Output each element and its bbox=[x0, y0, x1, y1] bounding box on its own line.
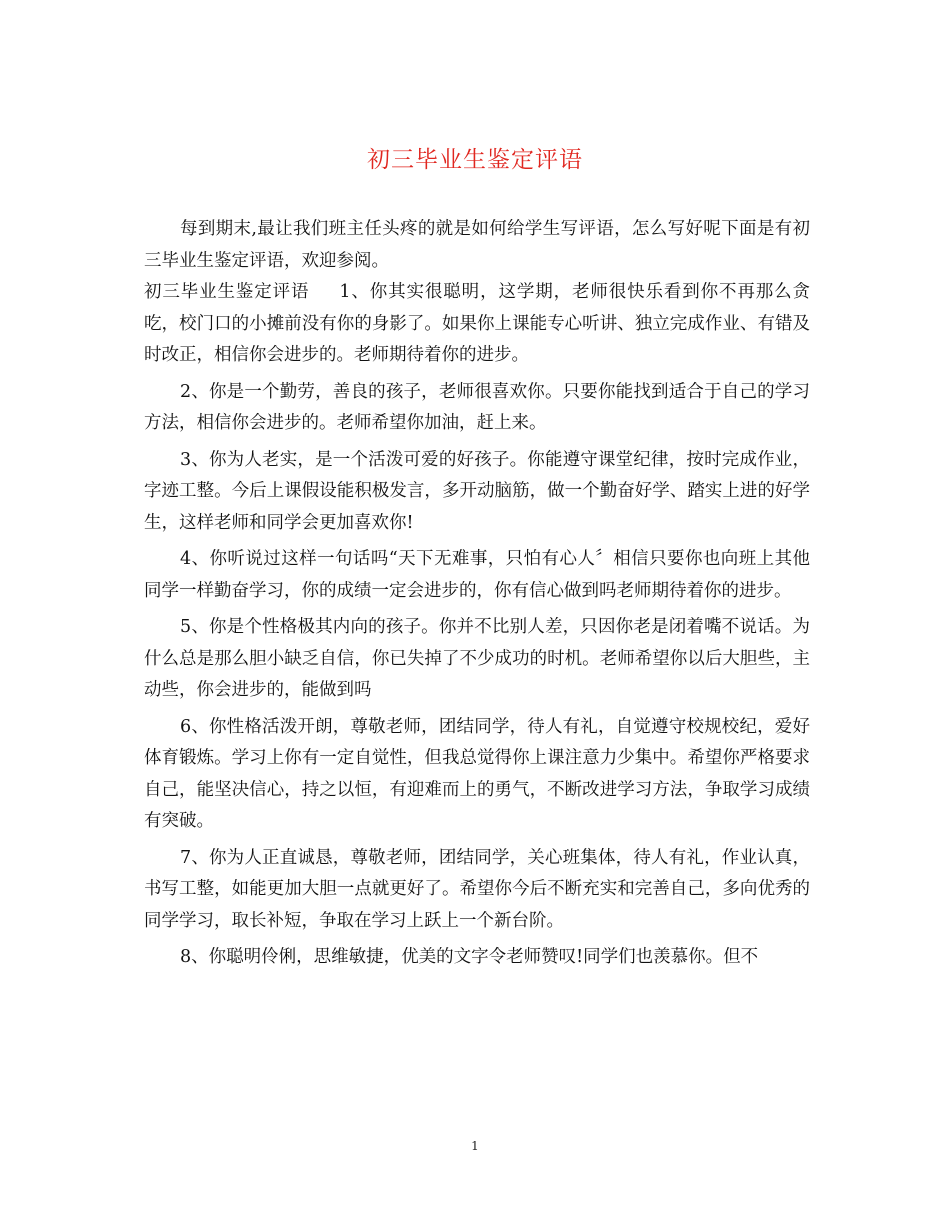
item-3: 3、你为人老实，是一个活泼可爱的好孩子。你能遵守课堂纪律，按时完成作业，字迹工整。今后上课假设能积极发言，多开动脑筋，做一个勤奋好学、踏实上进的好学生，这样老师和同学会更加喜欢你! bbox=[144, 449, 810, 533]
item-7: 7、你为人正直诚恳，尊敬老师，团结同学，关心班集体，待人有礼，作业认真，书写工整，如能更加大胆一点就更好了。希望你今后不断充实和完善自己，多向优秀的同学学习，取长补短，争取在学习上跃上一个新台阶。 bbox=[144, 847, 810, 931]
intro-paragraph: 每到期末,最让我们班主任头疼的就是如何给学生写评语，怎么写好呢下面是有初三毕业生鉴定评语，欢迎参阅。 bbox=[144, 219, 810, 271]
document-body bbox=[144, 214, 810, 974]
item-5: 5、你是个性格极其内向的孩子。你并不比别人差，只因你老是闭着嘴不说话。为什么总是那么胆小缺乏自信，你已失掉了不少成功的时机。老师希望你以后大胆些，主动些，你会进步的，能做到吗 bbox=[144, 617, 810, 700]
item-8: 8、你聪明伶俐，思维敏捷，优美的文字令老师赞叹!同学们也羡慕你。但不 bbox=[180, 947, 759, 967]
item-6: 6、你性格活泼开朗，尊敬老师，团结同学，待人有礼，自觉遵守校规校纪，爱好体育锻炼。学习上你有一定自觉性，但我总觉得你上课注意力少集中。希望你严格要求自己，能坚决信心，持之以恒，有迎难而上的勇气，不断改进学习方法，争取学习成绩有突破。 bbox=[144, 716, 810, 831]
document-title: 初三毕业生鉴定评语 bbox=[367, 147, 583, 173]
page-number: 1 bbox=[471, 1139, 479, 1153]
item-1: 1、你其实很聪明，这学期，老师很快乐看到你不再那么贪吃，校门口的小摊前没有你的身影了。如果你上课能专心听讲、独立完成作业、有错及时改正，相信你会进步的。老师期待着你的进步。 bbox=[144, 282, 810, 365]
item-4: 4、你听说过这样一句话吗“天下无难事，只怕有心人〞相信只要你也向班上其他同学一样勤奋学习，你的成绩一定会进步的，你有信心做到吗老师期待着你的进步。 bbox=[144, 549, 810, 601]
first-item-paragraph bbox=[144, 277, 810, 372]
item-2: 2、你是一个勤劳，善良的孩子，老师很喜欢你。只要你能找到适合于自己的学习方法，相信你会进步的。老师希望你加油，赶上来。 bbox=[144, 381, 810, 433]
inline-heading: 初三毕业生鉴定评语 bbox=[144, 282, 310, 302]
